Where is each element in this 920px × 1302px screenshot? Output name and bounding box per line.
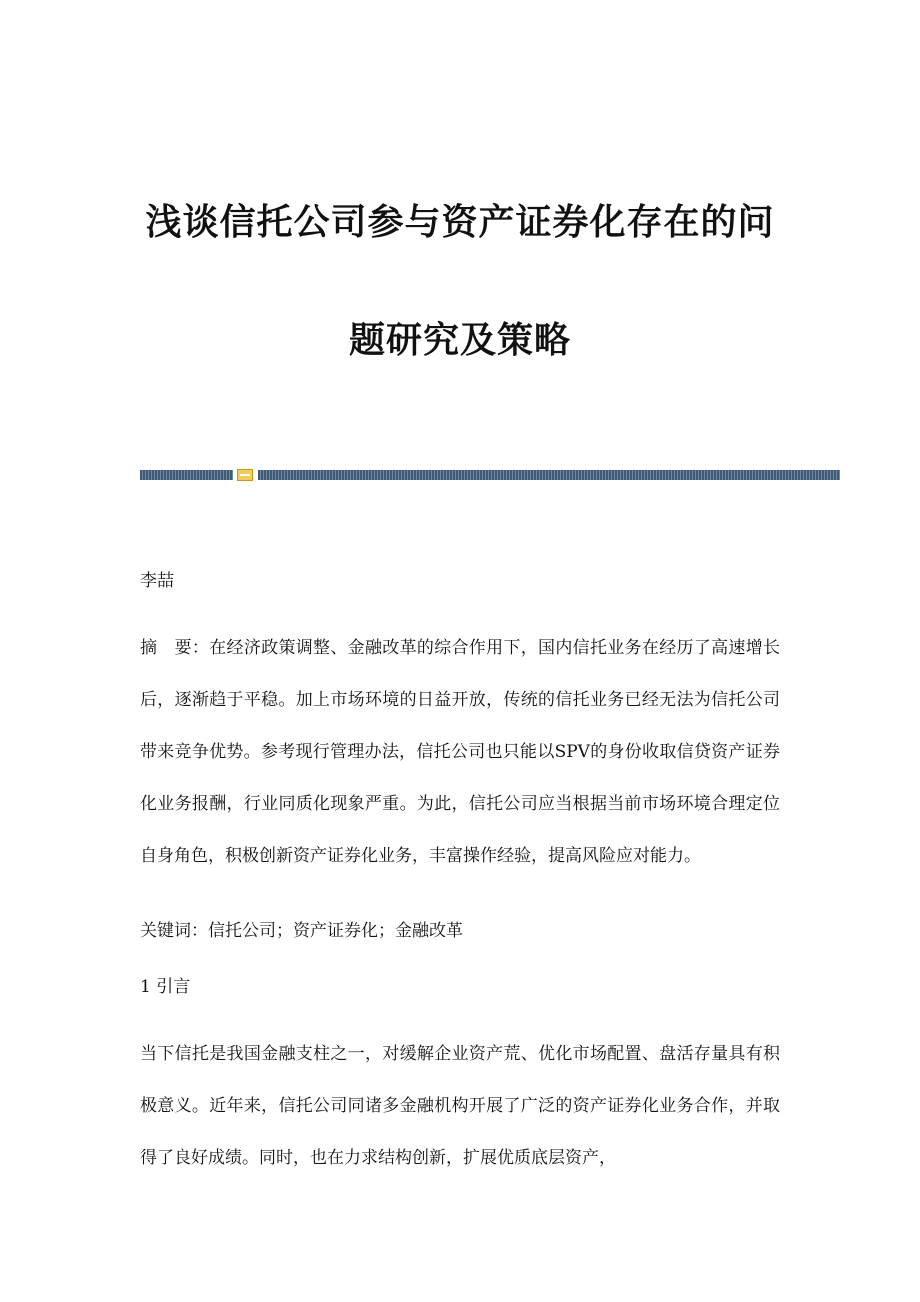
- abstract-paragraph: 摘 要：在经济政策调整、金融改革的综合作用下，国内信托业务在经历了高速增长后，逐渐趋于平稳。加上市场环境的日益开放，传统的信托业务已经无法为信托公司带来竞争优势。参考现行管理办法，信托公司也只能以SPV的身份收取信贷资产证券化业务报酬，行业同质化现象严重。为此，信托公司应当根据当前市场环境合理定位自身角色，积极创新资产证券化业务，丰富操作经验，提高风险应对能力。: [140, 638, 780, 866]
- section-heading-introduction: 1 引言: [140, 977, 191, 997]
- divider-ornament-icon: [237, 469, 253, 481]
- document-title-line-1: 浅谈信托公司参与资产证券化存在的问: [145, 202, 775, 243]
- body-paragraph: 当下信托是我国金融支柱之一，对缓解企业资产荒、优化市场配置、盘活存量具有积极意义。近年来，信托公司同诸多金融机构开展了广泛的资产证券化业务合作，并取得了良好成绩。同时，也在力求结构创新，扩展优质底层资产，: [140, 1044, 780, 1168]
- title-divider: [140, 470, 840, 480]
- keywords-line: 关键词：信托公司；资产证券化；金融改革: [140, 921, 463, 941]
- author-name: 李喆: [140, 571, 174, 591]
- divider-bar-left: [140, 470, 233, 480]
- document-title-line-2: 题研究及策略: [348, 320, 571, 361]
- divider-bar-right: [258, 470, 840, 480]
